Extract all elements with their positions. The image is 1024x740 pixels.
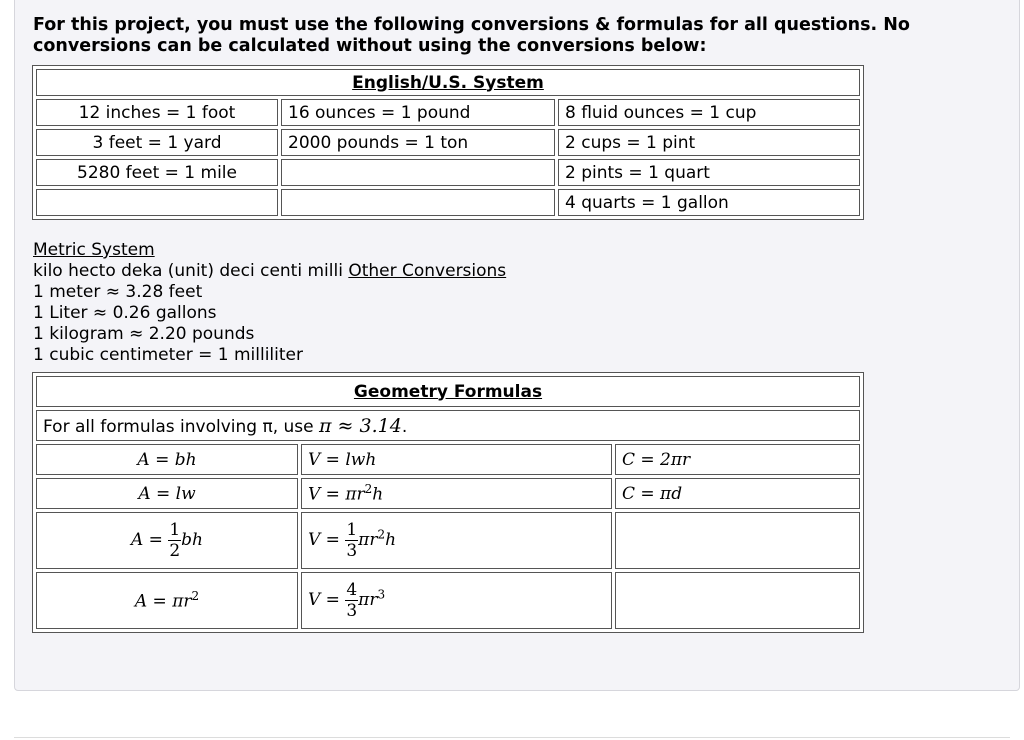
table-cell — [615, 512, 860, 569]
table-cell: 3 feet = 1 yard — [36, 129, 278, 156]
geometry-title: Geometry Formulas — [36, 376, 860, 407]
conversion-line: 1 kilogram ≈ 2.20 pounds — [33, 324, 255, 344]
formula-part: V = — [308, 590, 340, 610]
table-cell: 2 pints = 1 quart — [558, 159, 860, 186]
formula-part: A = — [130, 530, 163, 550]
table-row — [36, 444, 860, 475]
circumference-radius-formula: C = 2πr — [615, 444, 860, 475]
divider — [14, 737, 1010, 738]
table-cell: 2000 pounds = 1 ton — [281, 129, 555, 156]
metric-prefixes: kilo hecto deka (unit) deci centi milli — [33, 261, 343, 281]
other-conversions-title: Other Conversions — [348, 261, 507, 281]
table-cell: 8 fluid ounces = 1 cup — [558, 99, 860, 126]
table-row — [36, 478, 860, 509]
formula-part: bh — [181, 530, 203, 550]
pi-note-math: π ≈ 3.14 — [319, 414, 402, 437]
numerator: 1 — [346, 520, 358, 540]
conversion-line: 1 cubic centimeter = 1 milliliter — [33, 345, 303, 365]
conversion-line: 1 meter ≈ 3.28 feet — [33, 282, 203, 302]
table-row — [36, 572, 860, 629]
table-row — [36, 512, 860, 569]
denominator: 2 — [169, 541, 181, 561]
pi-note-text: For all formulas involving π, use — [43, 416, 314, 437]
circumference-diameter-formula: C = πd — [615, 478, 860, 509]
fraction — [168, 520, 181, 561]
table-cell: 2 cups = 1 pint — [558, 129, 860, 156]
formula-part: A = πr — [134, 591, 192, 612]
fraction — [345, 580, 358, 621]
pi-note — [36, 410, 860, 441]
table-cell: 16 ounces = 1 pound — [281, 99, 555, 126]
table-cell: 12 inches = 1 foot — [36, 99, 278, 126]
formula-part: h — [385, 530, 397, 550]
volume-cylinder-formula — [301, 478, 612, 509]
metric-prefixes-line — [33, 261, 506, 282]
area-parallelogram-formula: A = bh — [36, 444, 298, 475]
conversion-line: 1 Liter ≈ 0.26 gallons — [33, 303, 217, 323]
formula-part: πr — [358, 530, 378, 550]
volume-box-formula: V = lwh — [301, 444, 612, 475]
metric-system-title: Metric System — [33, 240, 155, 260]
geometry-formulas-table — [32, 372, 864, 633]
table-row — [36, 159, 860, 186]
intro-text: For this project, you must use the following conversions & formulas for all questions. No conversions can be calculated without using the conversions below: — [33, 15, 910, 56]
table-cell — [281, 159, 555, 186]
denominator: 3 — [346, 541, 358, 561]
formula-part: πr — [358, 590, 378, 610]
table-row — [36, 99, 860, 126]
volume-cone-formula — [301, 512, 612, 569]
english-units-title: English/U.S. System — [36, 69, 860, 96]
exponent: 3 — [377, 587, 386, 602]
formula-part: V = πr — [308, 484, 365, 505]
table-cell — [615, 572, 860, 629]
exponent: 2 — [377, 527, 386, 542]
table-cell: 4 quarts = 1 gallon — [558, 189, 860, 216]
volume-sphere-formula — [301, 572, 612, 629]
exponent: 2 — [191, 589, 200, 604]
area-rectangle-formula: A = lw — [36, 478, 298, 509]
fraction — [345, 520, 358, 561]
area-triangle-formula — [36, 512, 298, 569]
english-units-table — [32, 65, 864, 220]
formula-part: h — [372, 484, 384, 505]
table-row — [36, 189, 860, 216]
exponent: 2 — [364, 482, 373, 497]
table-cell: 5280 feet = 1 mile — [36, 159, 278, 186]
table-cell — [36, 189, 278, 216]
metric-section — [33, 240, 506, 366]
table-row — [36, 129, 860, 156]
area-circle-formula — [36, 572, 298, 629]
numerator: 1 — [169, 520, 181, 540]
denominator: 3 — [346, 601, 358, 621]
formula-part: V = — [308, 530, 340, 550]
numerator: 4 — [346, 580, 358, 600]
table-cell — [281, 189, 555, 216]
pi-note-period: . — [401, 416, 408, 437]
